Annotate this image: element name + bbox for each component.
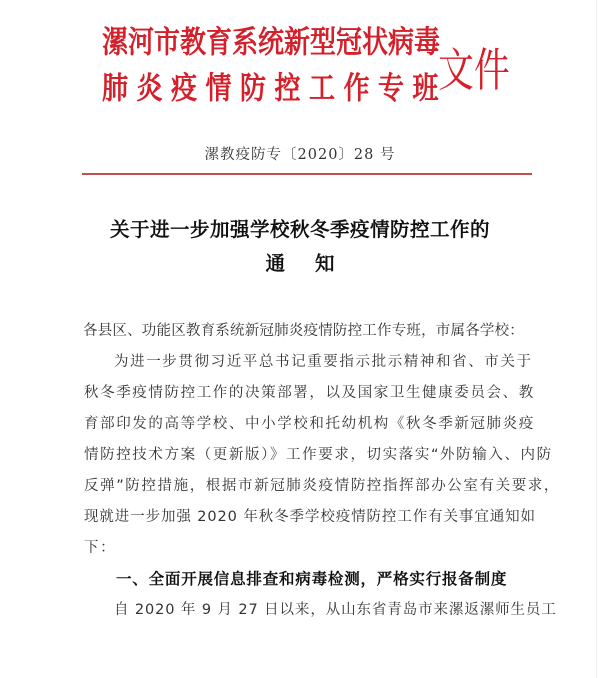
section-heading: 一、全面开展信息排查和病毒检测，严格实行报备制度 [116, 570, 508, 588]
paragraph-line: 情防控技术方案（更新版）》工作要求，切实落实“外防输入、内防 [84, 447, 553, 463]
page-edge-line [596, 0, 597, 678]
paragraph-line: 反弹”防控措施，根据市新冠肺炎疫情防控指挥部办公室有关要求， [84, 478, 561, 494]
paragraph-line: 现就进一步加强 2020 年秋冬季学校疫情防控工作有关事宜通知如 [84, 509, 536, 525]
title-line1: 关于进一步加强学校秋冬季疫情防控工作的 [109, 218, 490, 241]
issuing-body-line1: 漯河市教育系统新型冠状病毒 [102, 25, 441, 61]
paragraph-line: 下： [84, 540, 117, 556]
document-title [0, 213, 600, 281]
issuing-body-line2: 肺炎疫情防控工作专班 [102, 71, 448, 107]
document-body [78, 316, 561, 626]
document-label: 文件 [438, 43, 510, 97]
document-number: 漯教疫防专〔2020〕28 号 [204, 147, 396, 163]
paragraph-line: 育部印发的高等学校、中小学校和托幼机构《秋冬季新冠肺炎疫 [84, 416, 535, 432]
paragraph-line: 为进一步贯彻习近平总书记重要指示批示精神和省、市关于 [114, 354, 533, 370]
issuing-body-header [102, 22, 448, 107]
title-line2: 通知 [265, 252, 365, 275]
paragraph-line: 秋冬季疫情防控工作的决策部署，以及国家卫生健康委员会、教 [84, 385, 535, 401]
red-separator-line [82, 173, 532, 175]
paragraph-line: 自 2020 年 9 月 27 日以来，从山东省青岛市来漯返漯师生员工 [114, 602, 557, 618]
salutation: 各县区、功能区教育系统新冠肺炎疫情防控工作专班，市属各学校： [83, 323, 524, 339]
